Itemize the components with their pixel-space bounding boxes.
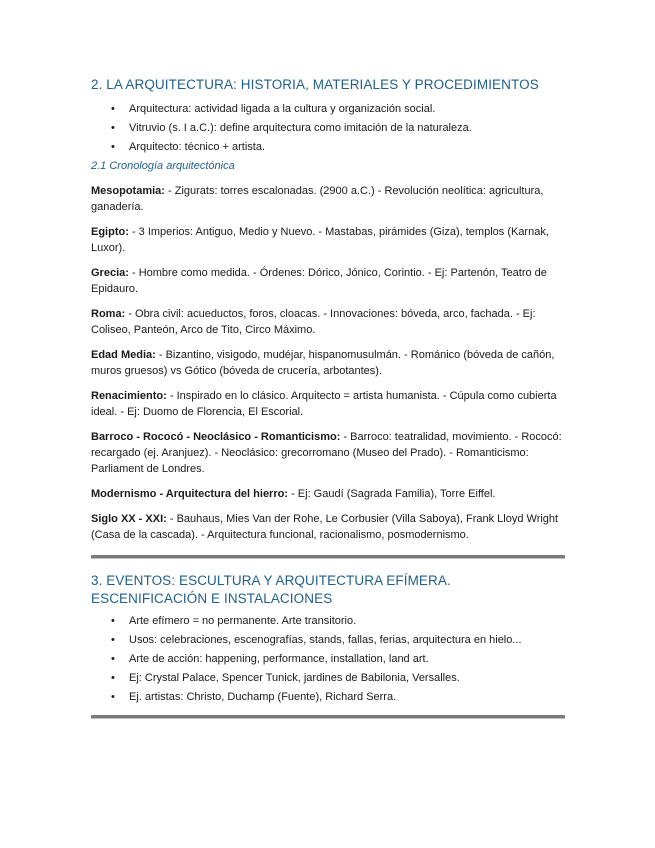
entry-term: Barroco - Rococó - Neoclásico - Romanticismo: — [91, 431, 341, 443]
entry-term: Renacimiento: — [91, 390, 167, 402]
entry-text: - Inspirado en lo clásico. Arquitecto = artista humanista. - Cúpula como cubierta ideal. - Ej: Duomo de Florencia, El Escorial. — [91, 390, 557, 418]
entry-siglo-xx — [91, 511, 565, 543]
entry-roma — [91, 306, 565, 338]
entry-term: Grecia: — [91, 267, 129, 279]
entry-renacimiento — [91, 388, 565, 420]
entry-text: - Barroco: teatralidad, movimiento. - Rococó: recargado (ej. Aranjuez). - Neoclásico: grecorromano (Museo del Prado). - Romanticismo: Parliament de Londres. — [91, 431, 562, 475]
entry-mesopotamia — [91, 183, 565, 215]
section-2-bullets — [91, 101, 565, 155]
entry-term: Siglo XX - XXI: — [91, 513, 167, 525]
entry-term: Modernismo - Arquitectura del hierro: — [91, 488, 289, 500]
entry-egipto — [91, 224, 565, 256]
subsection-heading: 2.1 Cronología arquitectónica — [91, 160, 235, 172]
entry-text: - Ej: Gaudí (Sagrada Familia), Torre Eiffel. — [288, 488, 496, 500]
section-3-heading: 3. EVENTOS: ESCULTURA Y ARQUITECTURA EFÍMERA. ESCENIFICACIÓN E INSTALACIONES — [91, 573, 451, 606]
entry-term: Mesopotamia: — [91, 185, 165, 197]
entry-term: Roma: — [91, 308, 126, 320]
list-item: • Arte de acción: happening, performance, installation, land art. — [91, 651, 565, 667]
entry-text: - 3 Imperios: Antiguo, Medio y Nuevo. - Mastabas, pirámides (Giza), templos (Karnak, Luxor). — [91, 226, 549, 254]
entry-term: Edad Media: — [91, 349, 156, 361]
entry-modernismo — [91, 486, 565, 502]
entry-text: - Bizantino, visigodo, mudéjar, hispanomusulmán. - Románico (bóveda de cañón, muros gruesos) vs Gótico (bóveda de crucería, arbotantes). — [91, 349, 555, 377]
list-item: • Ej: Crystal Palace, Spencer Tunick, jardines de Babilonia, Versalles. — [91, 670, 565, 686]
section-divider — [91, 555, 565, 559]
entry-edad-media — [91, 347, 565, 379]
list-item: • Arquitecto: técnico + artista. — [91, 139, 565, 155]
section-divider — [91, 715, 565, 719]
entry-term: Egipto: — [91, 226, 129, 238]
list-item: • Vitruvio (s. I a.C.): define arquitectura como imitación de la naturaleza. — [91, 120, 565, 136]
list-item: • Arquitectura: actividad ligada a la cultura y organización social. — [91, 101, 565, 117]
section-2-heading: 2. LA ARQUITECTURA: HISTORIA, MATERIALES Y PROCEDIMIENTOS — [91, 77, 539, 92]
entry-grecia — [91, 265, 565, 297]
list-item: • Arte efímero = no permanente. Arte transitorio. — [91, 613, 565, 629]
entry-text: - Obra civil: acueductos, foros, cloacas. - Innovaciones: bóveda, arco, fachada. - Ej: Coliseo, Panteón, Arco de Tito, Circo Máximo. — [91, 308, 536, 336]
list-item: • Usos: celebraciones, escenografías, stands, fallas, ferias, arquitectura en hielo... — [91, 632, 565, 648]
list-item: • Ej. artistas: Christo, Duchamp (Fuente), Richard Serra. — [91, 689, 565, 705]
entry-text: - Bauhaus, Mies Van der Rohe, Le Corbusier (Villa Saboya), Frank Lloyd Wright (Casa de la cascada). - Arquitectura funcional, racionalismo, posmodernismo. — [91, 513, 559, 541]
entry-text: - Zigurats: torres escalonadas. (2900 a.C.) - Revolución neolítica: agricultura, ganadería. — [91, 185, 544, 213]
section-3-bullets — [91, 613, 565, 705]
entry-text: - Hombre como medida. - Órdenes: Dórico, Jónico, Corintio. - Ej: Partenón, Teatro de Epidauro. — [91, 267, 547, 295]
entry-barroco — [91, 429, 565, 477]
